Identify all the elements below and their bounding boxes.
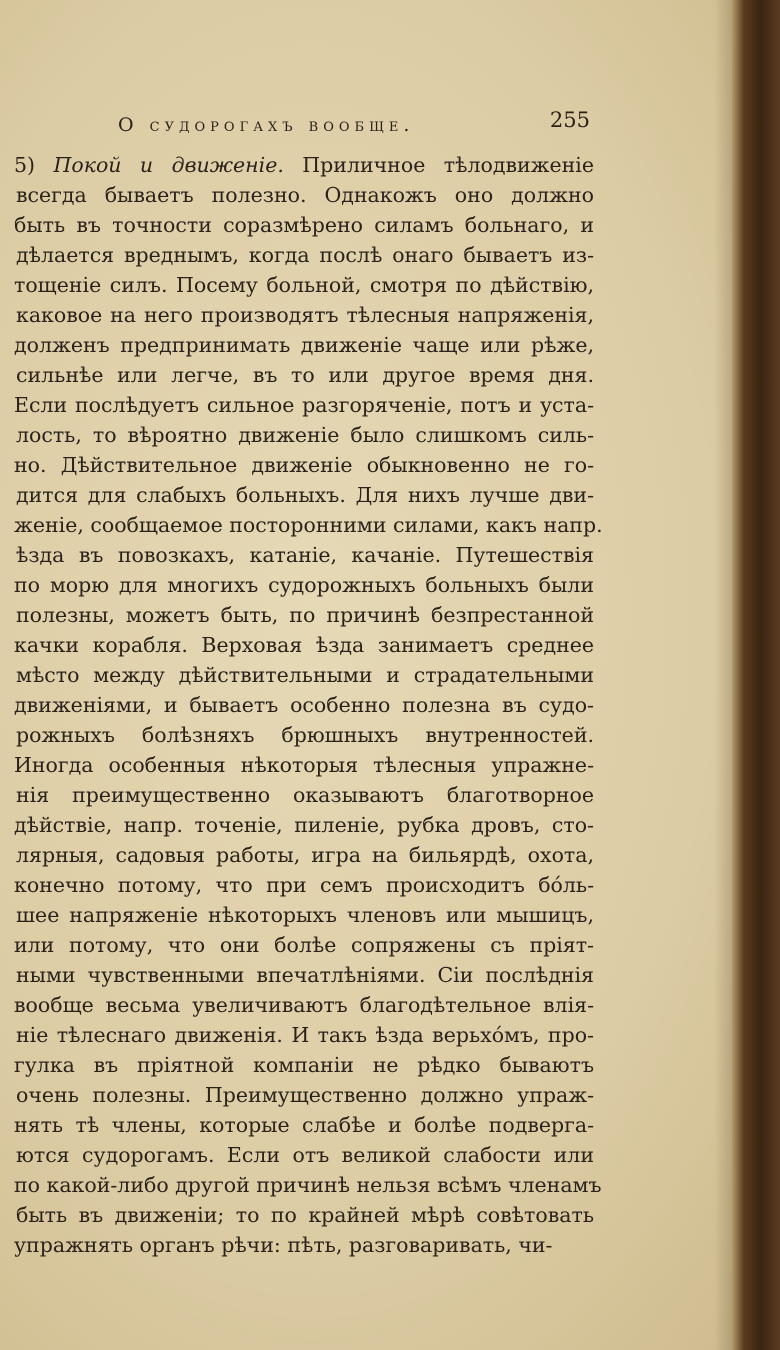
text-line: вообще весьма увеличиваютъ благодѣтельное влія- [14, 993, 594, 1017]
text-line: быть въ точности соразмѣрено силамъ больнаго, и [14, 213, 594, 237]
text-line: всегда бываетъ полезно. Однакожъ оно должно [16, 183, 594, 207]
running-title: О судорогахъ вообще. [118, 114, 415, 136]
text-line: качки корабля. Верховая ѣзда занимаетъ среднее [14, 633, 594, 657]
text-line: сильнѣе или легче, въ то или другое время дня. [16, 363, 594, 387]
text-line: по морю для многихъ судорожныхъ больныхъ были [14, 573, 594, 597]
text-line: нять тѣ члены, которые слабѣе и болѣе подверга- [14, 1113, 594, 1137]
text-line: ются судорогамъ. Если отъ великой слабости или [16, 1143, 594, 1167]
text-line: упражнять органъ рѣчи: пѣть, разговаривать, чи- [14, 1233, 553, 1257]
text-line: ѣзда въ повозкахъ, катаніе, качаніе. Путешествія [16, 543, 594, 567]
running-header [118, 108, 598, 144]
text-line: дится для слабыхъ больныхъ. Для нихъ лучше дви- [16, 483, 594, 507]
text-line: рожныхъ болѣзняхъ брюшныхъ внутренностей. [16, 723, 594, 747]
text-line: шее напряженіе нѣкоторыхъ членовъ или мышицъ, [16, 903, 594, 927]
text-line: движеніями, и бываетъ особенно полезна въ судо- [14, 693, 594, 717]
text-line: конечно потому, что при семъ происходитъ бо́ль- [14, 873, 594, 897]
text-line: нія преимущественно оказываютъ благотворное [16, 783, 594, 807]
text-line: очень полезны. Преимущественно должно упраж- [16, 1083, 594, 1107]
book-spine [732, 0, 780, 1350]
text-line: или потому, что они болѣе сопряжены съ пріят- [14, 933, 594, 957]
text-line: каковое на него производятъ тѣлесныя напряженія, [16, 303, 594, 327]
text-line: лость, то вѣроятно движеніе было слишкомъ силь- [16, 423, 594, 447]
text-line: гулка въ пріятной компаніи не рѣдко бываютъ [14, 1053, 594, 1077]
text-line: тощеніе силъ. Посему больной, смотря по дѣйствію, [14, 273, 594, 297]
section-heading: Покой и движеніе. [53, 153, 284, 177]
text-line: полезны, можетъ быть, по причинѣ безпрестанной [16, 603, 594, 627]
text-line: быть въ движеніи; то по крайней мѣрѣ совѣтовать [16, 1203, 594, 1227]
text-line: Если послѣдуетъ сильное разгоряченіе, потъ и уста- [14, 393, 594, 417]
text-line: мѣсто между дѣйствительными и страдательными [16, 663, 594, 687]
page-edge-shadow [714, 0, 732, 1350]
text-line: Иногда особенныя нѣкоторыя тѣлесныя упражне- [14, 753, 594, 777]
text-line: женіе, сообщаемое посторонними силами, какъ напр. [14, 513, 603, 537]
text-line: ніе тѣлеснаго движенія. И такъ ѣзда верьхо́мъ, про- [16, 1023, 594, 1047]
text-line: дѣйствіе, напр. точеніе, пиленіе, рубка дровъ, сто- [14, 813, 594, 837]
page-number: 255 [549, 108, 590, 132]
text-line: но. Дѣйствительное движеніе обыкновенно не го- [14, 453, 594, 477]
text-line: 5) Покой и движеніе. Приличное тѣлодвиженіе [14, 153, 594, 177]
text-line: лярныя, садовыя работы, игра на бильярдѣ, охота, [16, 843, 594, 867]
text-line: долженъ предпринимать движеніе чаще или рѣже, [14, 333, 594, 357]
text-line: ными чувственными впечатлѣніями. Сіи послѣднія [16, 963, 594, 987]
text-line: по какой-либо другой причинѣ нельзя всѣмъ членамъ [14, 1173, 602, 1197]
text-line: дѣлается вреднымъ, когда послѣ онаго бываетъ из- [16, 243, 594, 267]
body-text [14, 150, 603, 1260]
